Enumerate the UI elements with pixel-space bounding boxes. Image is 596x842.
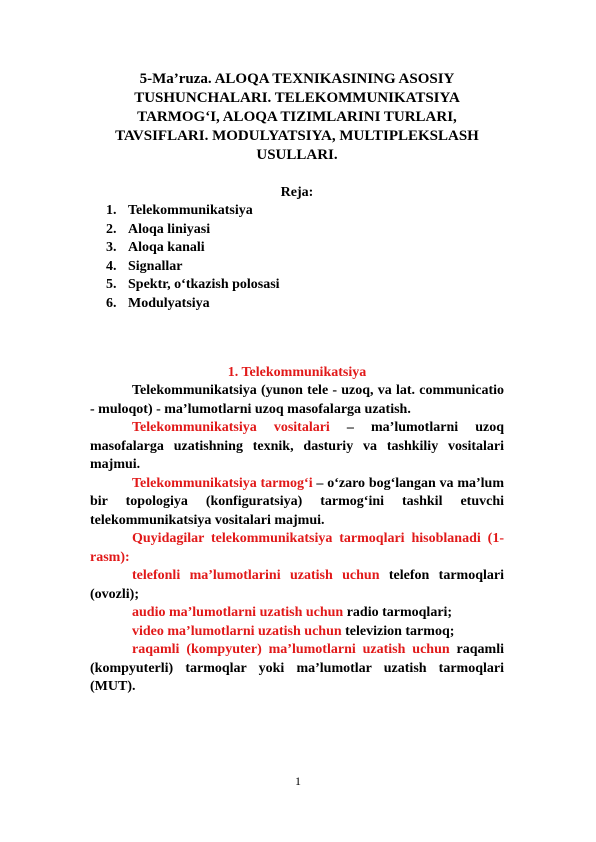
plan-heading: Reja: [280, 185, 314, 200]
plan-item-text: Aloqa liniyasi [128, 221, 211, 237]
plan-item-text: Telekommunikatsiya [128, 203, 253, 218]
paragraph-text: radio tarmoqlari; [343, 605, 453, 620]
plan-list [90, 202, 504, 313]
plan-item-number: 3. [106, 240, 117, 255]
paragraph-raqamli [90, 641, 504, 697]
plan-item-text: Spektr, o‘tkazish polosasi [128, 277, 280, 292]
title-line: 5-Ma’ruza. ALOQA TEXNIKASINING ASOSIY [139, 71, 455, 87]
paragraph-text: – o‘zaro bog‘langan va ma’lum bir topologiya (konfiguratsiya) tarmog‘ini tashkil etuvchi telekommunikatsiya vositalari majmui. [90, 475, 504, 528]
plan-item [106, 239, 504, 258]
page-number: 1 [295, 774, 301, 788]
plan-item [106, 295, 504, 314]
plan-item-number: 4. [106, 258, 117, 274]
paragraph-list-intro [90, 530, 504, 567]
term-highlight: Telekommunikatsiya tarmog‘i [132, 475, 313, 491]
term-highlight: telefonli ma’lumotlarini uzatish uchun [132, 568, 380, 583]
paragraph-text: telefon tarmoqlari (ovozli); [90, 568, 504, 602]
title-line: TAVSIFLARI. MODULYATSIYA, MULTIPLEKSLASH [115, 128, 479, 144]
plan-item-number: 5. [106, 277, 117, 292]
plan-item-number: 1. [106, 203, 117, 218]
term-highlight: video ma’lumotlarni uzatish uchun [132, 623, 342, 639]
lecture-title [90, 70, 504, 165]
plan-item-number: 6. [106, 295, 117, 311]
plan-item-text: Modulyatsiya [128, 295, 210, 311]
title-line: TARMOG‘I, ALOQA TIZIMLARINI TURLARI, [137, 109, 457, 125]
paragraph-text: televizion tarmoq; [341, 623, 455, 639]
plan-item-text: Aloqa kanali [128, 240, 205, 255]
term-highlight: audio ma’lumotlarni uzatish uchun [132, 605, 344, 620]
paragraph-vositalari [90, 419, 504, 475]
document-page [90, 70, 504, 697]
paragraph-text: raqamli (kompyuterli) tarmoqlar yoki ma’lumotlar uzatish tarmoqlari (MUT). [90, 642, 504, 694]
paragraph-telefon [90, 567, 504, 604]
plan-item [106, 202, 504, 221]
paragraph-video [90, 623, 504, 642]
title-line: USULLARI. [256, 147, 338, 163]
term-highlight: Telekommunikatsiya vositalari [132, 420, 330, 435]
plan-item-text: Signallar [128, 258, 183, 274]
paragraph-audio [90, 604, 504, 623]
plan-item [106, 276, 504, 295]
plan-item-number: 2. [106, 221, 117, 237]
term-highlight: raqamli (kompyuter) ma’lumotlarni uzatish uchun [132, 642, 450, 657]
section-heading: 1. Telekommunikatsiya [227, 365, 367, 380]
paragraph-text: – ma’lumotlarni uzoq masofalarga uzatishning texnik, dasturiy va tashkiliy vositalari majmui. [90, 420, 504, 472]
title-line: TUSHUNCHALARI. TELEKOMMUNIKATSIYA [134, 90, 460, 106]
term-highlight: Quyidagilar telekommunikatsiya tarmoqlari hisoblanadi (1-rasm): [90, 531, 504, 565]
plan-item [106, 258, 504, 277]
plan-item [106, 221, 504, 240]
paragraph-tarmogi [90, 475, 504, 531]
paragraph-definition: Telekommunikatsiya (yunon tele - uzoq, va lat. communicatio - muloqot) - ma’lumotlarni uzoq masofalarga uzatish. [90, 383, 504, 417]
